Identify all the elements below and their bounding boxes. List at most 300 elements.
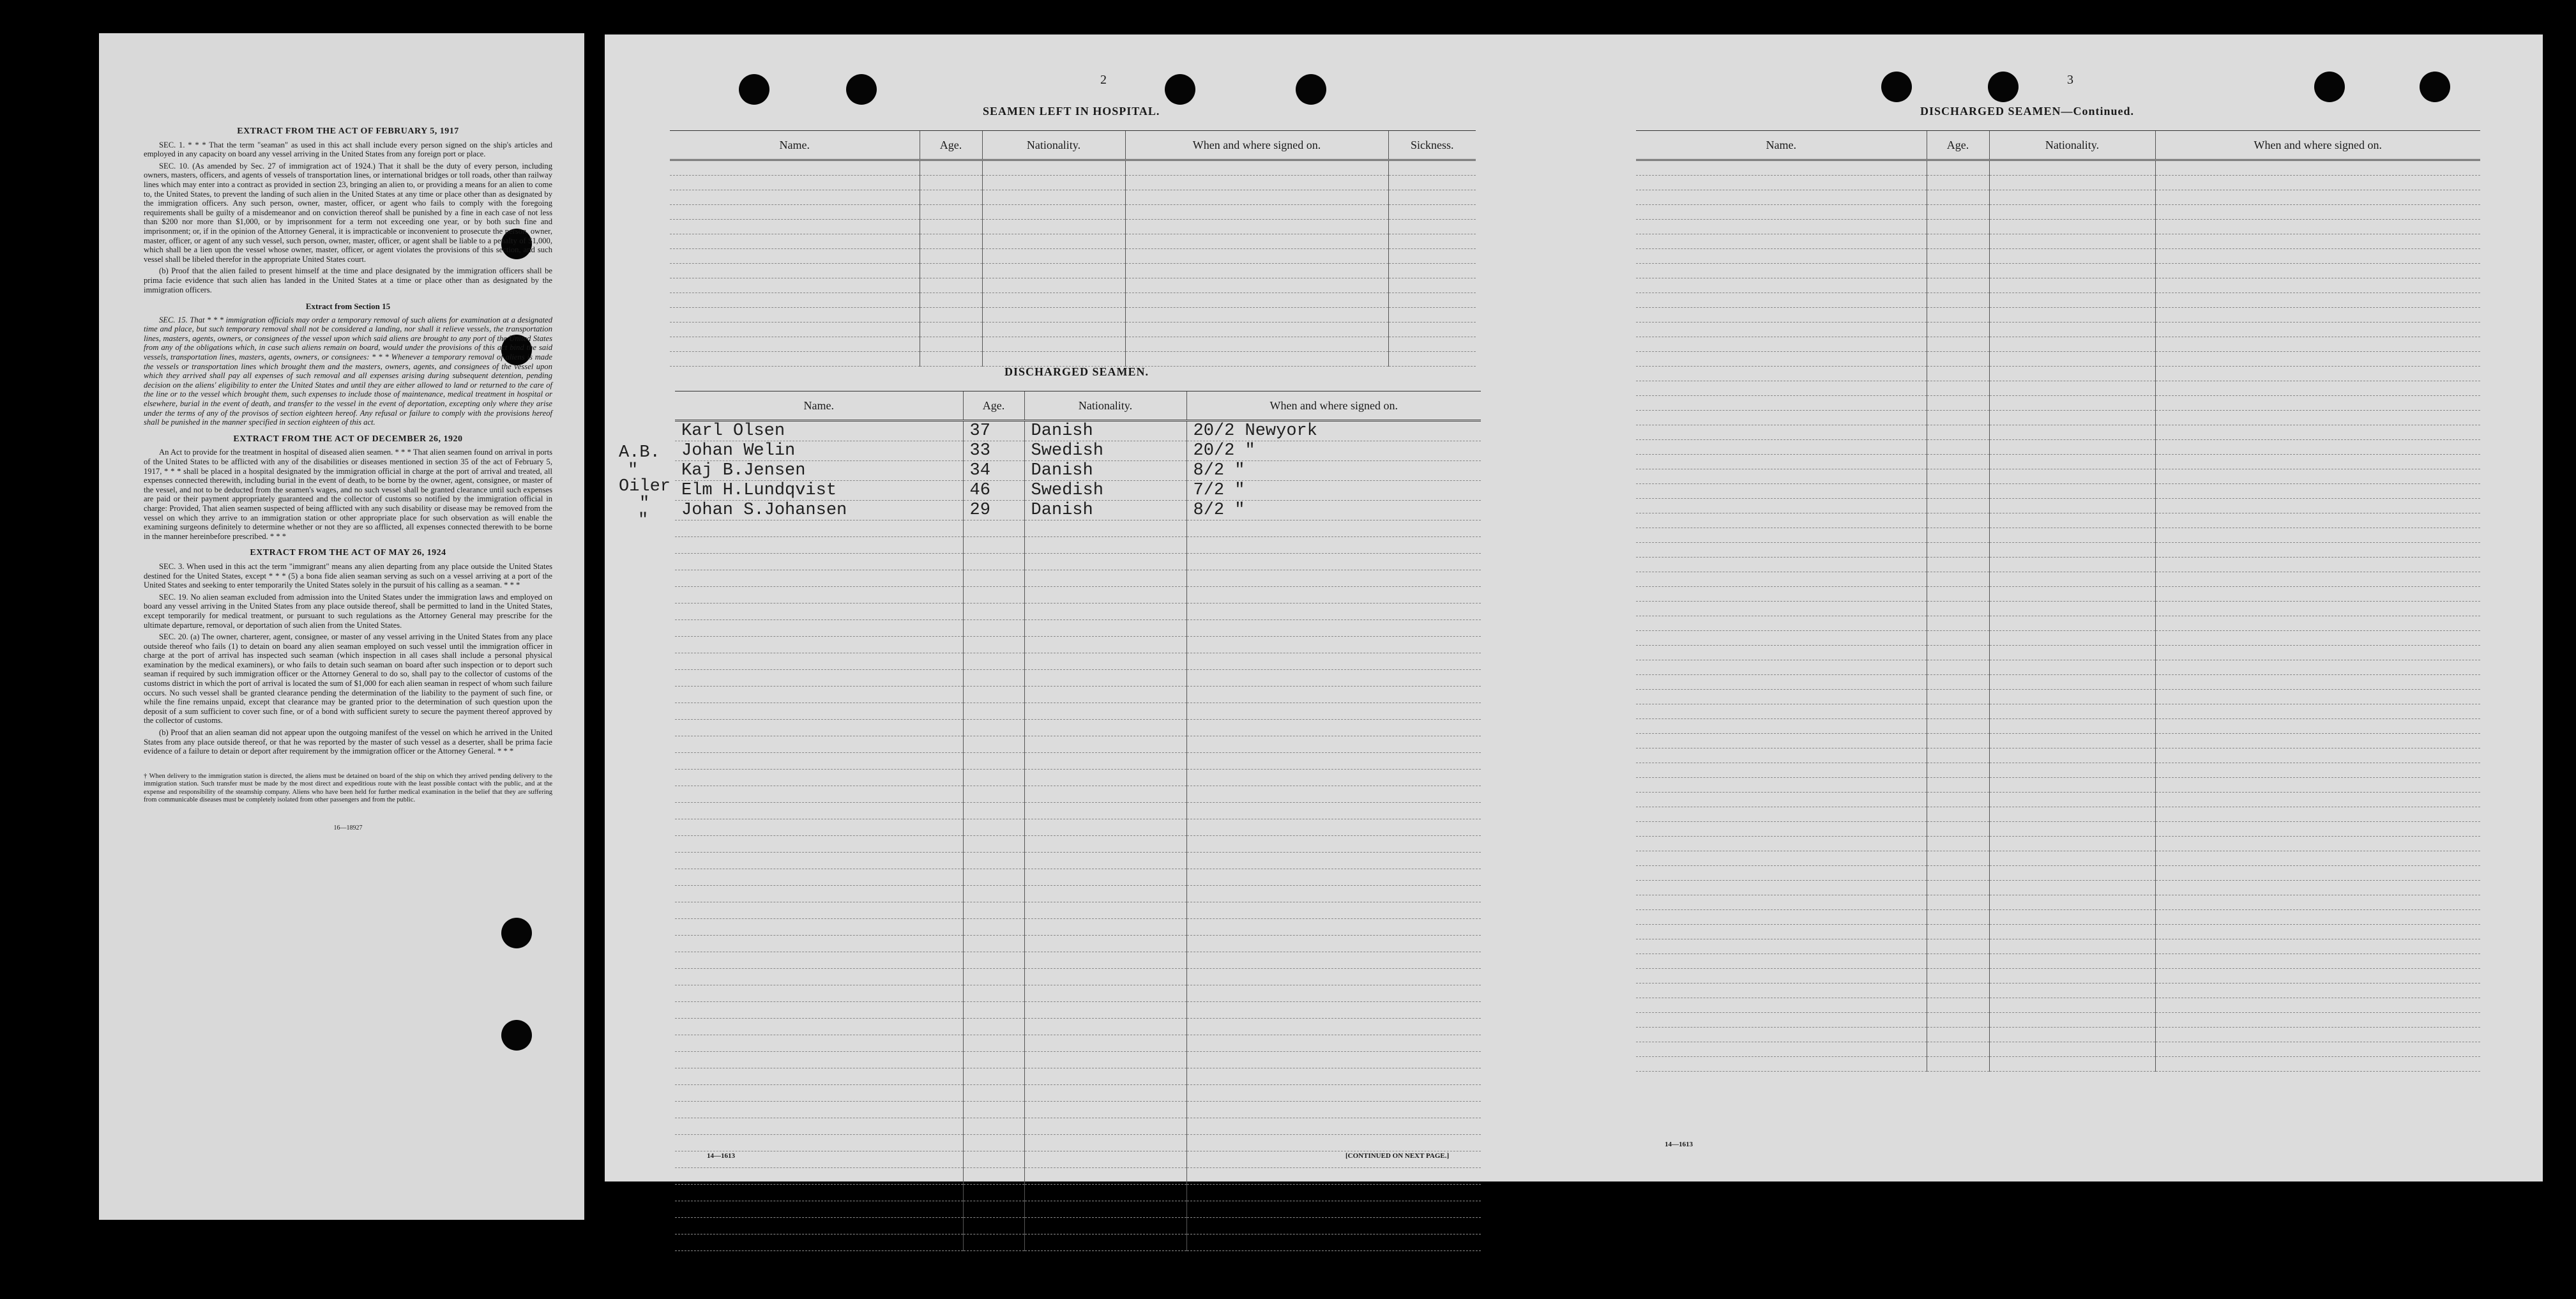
- table-row: [675, 969, 1481, 985]
- empty-cell: [670, 278, 920, 293]
- empty-cell: [1636, 220, 1927, 234]
- empty-cell: [1024, 1002, 1186, 1019]
- table-row: [675, 985, 1481, 1002]
- empty-cell: [1186, 753, 1481, 770]
- empty-cell: [670, 176, 920, 190]
- empty-cell: [1636, 998, 1927, 1013]
- col-age: Age.: [963, 391, 1024, 421]
- heading-act-1920: EXTRACT FROM THE ACT OF DECEMBER 26, 1920: [233, 434, 463, 444]
- empty-cell: [1989, 528, 2155, 543]
- empty-cell: [1636, 954, 1927, 969]
- empty-cell: [675, 770, 963, 786]
- empty-cell: [1186, 836, 1481, 853]
- empty-cell: [1636, 323, 1927, 337]
- table-row: [675, 952, 1481, 969]
- col-nationality: Nationality.: [982, 131, 1125, 160]
- table-row: [1636, 998, 2480, 1013]
- empty-cell: [1024, 1168, 1186, 1185]
- empty-cell: [1636, 602, 1927, 616]
- empty-cell: [1024, 1118, 1186, 1135]
- empty-cell: [2155, 528, 2480, 543]
- empty-cell: [1186, 869, 1481, 886]
- cell-nationality: Danish: [1024, 421, 1186, 441]
- table-row: [1636, 278, 2480, 293]
- empty-cell: [982, 220, 1125, 234]
- empty-cell: [1024, 969, 1186, 985]
- empty-cell: [1989, 1057, 2155, 1072]
- empty-cell: [675, 985, 963, 1002]
- empty-cell: [1989, 763, 2155, 778]
- empty-cell: [2155, 793, 2480, 807]
- empty-cell: [1636, 925, 1927, 939]
- empty-cell: [963, 936, 1024, 952]
- empty-cell: [2155, 646, 2480, 660]
- table-row: [1636, 543, 2480, 558]
- act-extracts: [144, 119, 552, 833]
- empty-cell: [1125, 160, 1388, 176]
- empty-cell: [675, 869, 963, 886]
- empty-cell: [2155, 425, 2480, 440]
- continued-note: [CONTINUED ON NEXT PAGE.]: [1345, 1152, 1450, 1160]
- empty-cell: [1927, 411, 1989, 425]
- table-row: [1636, 249, 2480, 264]
- empty-cell: [1186, 886, 1481, 902]
- table-row: [1636, 308, 2480, 323]
- empty-cell: [1024, 819, 1186, 836]
- table-row: [675, 753, 1481, 770]
- empty-cell: [2155, 1013, 2480, 1028]
- empty-cell: [1989, 866, 2155, 881]
- empty-cell: [1636, 910, 1927, 925]
- empty-cell: [1024, 653, 1186, 670]
- empty-cell: [1927, 602, 1989, 616]
- empty-cell: [1636, 411, 1927, 425]
- empty-cell: [670, 337, 920, 352]
- empty-cell: [1024, 985, 1186, 1002]
- section-15-text: SEC. 15. That * * * immigration officials may order a temporary removal of such aliens for examination at a designated time and place, but such temporary removal shall not be considered a landing, nor shall it relieve vessels, the transportation lines, masters, agents, owners, or consignees of the vessel upon which said aliens are brought to any port of the United States from any of the obligations which, in case such aliens remain on board, would under the provisions of this act bind the said vessels, transportation lines, masters, agents, owners, or consignees: * * * Whenever a temporary removal of aliens is made the vessels or transportation lines which brought them and the masters, owners, agents, and consignees of the vessel upon which they arrived shall pay all expenses of such removal and all expenses arising during subsequent detention, pending decision on the aliens' eligibility to enter the United States and until they are either allowed to land or returned to the care of the line or to the vessel which brought them, such expenses to include those of maintenance, medical treatment in hospital or elsewhere, burial in the event of death, and transfer to the vessel in the event of deportation, excepting only where they arise under the terms of any of the provisos of section eighteen hereof. Any refusal or failure to comply with the provisions hereof shall be punished in the manner specified in section eighteen of this act.: [144, 315, 552, 427]
- empty-cell: [1636, 425, 1927, 440]
- empty-cell: [1186, 620, 1481, 637]
- empty-cell: [1186, 1085, 1481, 1102]
- cell-age: 37: [963, 421, 1024, 441]
- empty-cell: [920, 160, 982, 176]
- empty-cell: [2155, 1057, 2480, 1072]
- empty-cell: [1186, 1201, 1481, 1218]
- empty-cell: [963, 1035, 1024, 1052]
- empty-cell: [1989, 190, 2155, 205]
- empty-cell: [1636, 881, 1927, 895]
- empty-cell: [1989, 851, 2155, 866]
- empty-cell: [670, 249, 920, 264]
- table-row: [675, 554, 1481, 570]
- empty-cell: [1927, 381, 1989, 396]
- empty-cell: [1989, 425, 2155, 440]
- table-row: [675, 670, 1481, 687]
- empty-cell: [675, 1002, 963, 1019]
- empty-cell: [675, 1102, 963, 1118]
- empty-cell: [920, 190, 982, 205]
- empty-cell: [2155, 895, 2480, 910]
- col-sickness: Sickness.: [1388, 131, 1476, 160]
- empty-cell: [670, 160, 920, 176]
- empty-cell: [1024, 703, 1186, 720]
- table-row: [670, 278, 1476, 293]
- table-row: [1636, 205, 2480, 220]
- empty-cell: [2155, 984, 2480, 998]
- empty-cell: [2155, 939, 2480, 954]
- empty-cell: [2155, 220, 2480, 234]
- empty-cell: [1989, 793, 2155, 807]
- footnote: † When delivery to the immigration station is directed, the aliens must be detained on board of the ship on which they arrived pending delivery to the immigration station. Such transfer must be made by the most direct and expeditious route with the least possible contact with the public, and at the expense and responsibility of the steamship company. Aliens who have been held for further medical examination in the belief that they are suffering from communicable diseases must be completely isolated from other passengers and from the public.: [144, 772, 552, 804]
- empty-cell: [1636, 822, 1927, 837]
- empty-cell: [1636, 793, 1927, 807]
- table-row: [1636, 587, 2480, 602]
- empty-cell: [1636, 484, 1927, 499]
- empty-cell: [1636, 866, 1927, 881]
- table-row: [1636, 367, 2480, 381]
- empty-cell: [1927, 646, 1989, 660]
- table-row: [675, 520, 1481, 537]
- empty-cell: [963, 1002, 1024, 1019]
- punch-hole: [1881, 72, 1912, 102]
- punch-hole: [501, 918, 532, 948]
- empty-cell: [2155, 631, 2480, 646]
- print-code: 16—18927: [333, 824, 363, 832]
- empty-cell: [1186, 902, 1481, 919]
- empty-cell: [1989, 396, 2155, 411]
- empty-cell: [963, 720, 1024, 736]
- empty-cell: [2155, 719, 2480, 734]
- empty-cell: [675, 736, 963, 753]
- empty-cell: [963, 604, 1024, 620]
- empty-cell: [1024, 886, 1186, 902]
- empty-cell: [1186, 1185, 1481, 1201]
- empty-cell: [1024, 1102, 1186, 1118]
- empty-cell: [2155, 308, 2480, 323]
- table-row: [675, 819, 1481, 836]
- empty-cell: [1636, 293, 1927, 308]
- table-row: [675, 803, 1481, 819]
- empty-cell: [1989, 249, 2155, 264]
- col-name: Name.: [1636, 131, 1927, 160]
- empty-cell: [1636, 616, 1927, 631]
- cell-nationality: Swedish: [1024, 481, 1186, 501]
- empty-cell: [2155, 455, 2480, 469]
- empty-cell: [982, 205, 1125, 220]
- empty-cell: [1989, 278, 2155, 293]
- empty-cell: [1636, 719, 1927, 734]
- table-row: [1636, 484, 2480, 499]
- table-row: [1636, 969, 2480, 984]
- empty-cell: [1636, 763, 1927, 778]
- empty-cell: [963, 1118, 1024, 1135]
- table-row: [1636, 660, 2480, 675]
- empty-cell: [1186, 853, 1481, 869]
- empty-cell: [920, 337, 982, 352]
- empty-cell: [1186, 653, 1481, 670]
- empty-cell: [2155, 440, 2480, 455]
- table-row: [1636, 734, 2480, 748]
- empty-cell: [1388, 323, 1476, 337]
- empty-cell: [1024, 620, 1186, 637]
- empty-cell: [1989, 440, 2155, 455]
- table-row: [675, 501, 1481, 520]
- section-20b-text: (b) Proof that an alien seaman did not appear upon the outgoing manifest of the vessel on which he arrived in the United States from any place outside thereof, or that he was reported by the master of such vessel as a deserter, shall be prima facie evidence of a failure to detain or deport after requirement by the immigration officer or the Attorney General. * * *: [144, 728, 552, 756]
- empty-cell: [1636, 469, 1927, 484]
- empty-cell: [2155, 734, 2480, 748]
- empty-cell: [1186, 936, 1481, 952]
- table-row: [675, 703, 1481, 720]
- empty-cell: [2155, 807, 2480, 822]
- empty-cell: [1636, 690, 1927, 704]
- empty-cell: [675, 1168, 963, 1185]
- table-row: [1636, 748, 2480, 763]
- empty-cell: [963, 919, 1024, 936]
- empty-cell: [1024, 1135, 1186, 1151]
- empty-cell: [1989, 352, 2155, 367]
- empty-cell: [963, 736, 1024, 753]
- table-row: [1636, 793, 2480, 807]
- empty-cell: [1927, 323, 1989, 337]
- table-row: [1636, 675, 2480, 690]
- table-row: [675, 1002, 1481, 1019]
- empty-cell: [963, 886, 1024, 902]
- empty-cell: [2155, 469, 2480, 484]
- section-1-text: SEC. 1. * * * That the term "seaman" as used in this act shall include every person signed on the ship's articles and employed in any capacity on board any vessel arriving in the United States from any foreign port or place.: [144, 140, 552, 159]
- empty-cell: [1636, 748, 1927, 763]
- empty-cell: [1186, 720, 1481, 736]
- empty-cell: [1927, 572, 1989, 587]
- empty-cell: [963, 819, 1024, 836]
- empty-cell: [1927, 528, 1989, 543]
- empty-cell: [1927, 778, 1989, 793]
- empty-cell: [1388, 234, 1476, 249]
- empty-cell: [1388, 337, 1476, 352]
- empty-cell: [2155, 602, 2480, 616]
- empty-cell: [1989, 499, 2155, 513]
- empty-cell: [1927, 558, 1989, 572]
- empty-cell: [1927, 220, 1989, 234]
- page-number-3: 3: [2067, 73, 2073, 87]
- table-row: [670, 323, 1476, 337]
- empty-cell: [2155, 190, 2480, 205]
- empty-cell: [963, 1218, 1024, 1234]
- empty-cell: [982, 234, 1125, 249]
- section-20a-text: SEC. 20. (a) The owner, charterer, agent, consignee, or master of any vessel arriving in the United States from any place outside thereof who fails (1) to detain on board any alien seaman employed on such vessel until the immigration officer in charge at the port of arrival has inspected such seaman (which inspection in all cases shall include a personal physical examination by the medical examiners), or who fails to detain such seaman on board after such inspection or to deport such seaman if required by such immigration officer or the Attorney General to do so, shall pay to the collector of customs of the customs district in which the port of arrival is located the sum of $1,000 for each alien seaman in respect of whom such failure occurs. No such vessel shall be granted clearance pending the determination of the liability to the payment of such fine, or while the fine remains unpaid, except that clearance may be granted prior to the determination of such question upon the deposit of a sum sufficient to cover such fine, or of a bond with sufficient surety to secure the payment thereof approved by the collector of customs.: [144, 632, 552, 725]
- empty-cell: [675, 653, 963, 670]
- empty-cell: [963, 637, 1024, 653]
- empty-cell: [1636, 234, 1927, 249]
- empty-cell: [1186, 670, 1481, 687]
- punch-hole: [2420, 72, 2450, 102]
- empty-cell: [1989, 220, 2155, 234]
- section-19-text: SEC. 19. No alien seaman excluded from admission into the United States under the immigration laws and employed on board any vessel arriving in the United States from any place outside thereof, shall be permitted to land in the United States, except temporarily for medical treatment, or pursuant to such regulations as the Attorney General may prescribe for the ultimate departure, removal, or deportation of such alien from the United States.: [144, 592, 552, 630]
- empty-cell: [1186, 703, 1481, 720]
- empty-cell: [1989, 543, 2155, 558]
- heading-act-1917: EXTRACT FROM THE ACT OF FEBRUARY 5, 1917: [237, 126, 459, 136]
- empty-cell: [1989, 234, 2155, 249]
- empty-cell: [1125, 205, 1388, 220]
- punch-hole: [1165, 74, 1195, 105]
- empty-cell: [675, 703, 963, 720]
- table-row: [675, 786, 1481, 803]
- empty-cell: [1989, 513, 2155, 528]
- table-row: [675, 1135, 1481, 1151]
- empty-cell: [963, 1068, 1024, 1085]
- empty-cell: [2155, 704, 2480, 719]
- empty-cell: [963, 587, 1024, 604]
- table-row: [1636, 440, 2480, 455]
- empty-cell: [1927, 984, 1989, 998]
- empty-cell: [670, 264, 920, 278]
- empty-cell: [675, 570, 963, 587]
- empty-cell: [1186, 786, 1481, 803]
- empty-cell: [1927, 998, 1989, 1013]
- empty-cell: [675, 1135, 963, 1151]
- empty-cell: [1388, 264, 1476, 278]
- empty-cell: [982, 308, 1125, 323]
- empty-cell: [2155, 763, 2480, 778]
- empty-cell: [1388, 190, 1476, 205]
- empty-cell: [1636, 337, 1927, 352]
- empty-cell: [1989, 367, 2155, 381]
- cell-signed: 8/2 ": [1186, 461, 1481, 481]
- empty-cell: [1927, 190, 1989, 205]
- empty-cell: [1989, 381, 2155, 396]
- empty-cell: [1125, 220, 1388, 234]
- table-row: [1636, 954, 2480, 969]
- empty-cell: [1024, 537, 1186, 554]
- table-row: [675, 1168, 1481, 1185]
- empty-cell: [675, 554, 963, 570]
- empty-cell: [1636, 851, 1927, 866]
- empty-cell: [1636, 807, 1927, 822]
- rank-label: ": [628, 461, 639, 480]
- empty-cell: [1024, 902, 1186, 919]
- empty-cell: [670, 352, 920, 367]
- empty-cell: [1636, 190, 1927, 205]
- empty-cell: [1125, 234, 1388, 249]
- empty-cell: [1636, 587, 1927, 602]
- empty-cell: [920, 220, 982, 234]
- cell-name: Karl Olsen: [675, 421, 963, 441]
- table-row: [1636, 704, 2480, 719]
- empty-cell: [675, 969, 963, 985]
- empty-cell: [1636, 264, 1927, 278]
- empty-cell: [1024, 1052, 1186, 1068]
- empty-cell: [1927, 543, 1989, 558]
- empty-cell: [1388, 205, 1476, 220]
- cell-signed: 20/2 ": [1186, 441, 1481, 461]
- empty-cell: [1388, 352, 1476, 367]
- empty-cell: [963, 853, 1024, 869]
- empty-cell: [1125, 176, 1388, 190]
- empty-cell: [1636, 1042, 1927, 1057]
- empty-cell: [1636, 367, 1927, 381]
- empty-cell: [963, 753, 1024, 770]
- empty-cell: [1989, 822, 2155, 837]
- table-row: [675, 637, 1481, 653]
- empty-cell: [1125, 278, 1388, 293]
- empty-cell: [1927, 822, 1989, 837]
- form-code: 14—1613: [707, 1152, 735, 1160]
- empty-cell: [1636, 455, 1927, 469]
- empty-cell: [2155, 513, 2480, 528]
- empty-cell: [1125, 352, 1388, 367]
- empty-cell: [963, 1185, 1024, 1201]
- empty-cell: [1989, 337, 2155, 352]
- empty-cell: [675, 587, 963, 604]
- empty-cell: [675, 753, 963, 770]
- empty-cell: [1927, 866, 1989, 881]
- empty-cell: [1186, 1068, 1481, 1085]
- table-row: [670, 352, 1476, 367]
- table-row: [1636, 572, 2480, 587]
- empty-cell: [963, 1085, 1024, 1102]
- empty-cell: [1927, 851, 1989, 866]
- empty-cell: [1024, 1068, 1186, 1085]
- empty-cell: [1024, 753, 1186, 770]
- empty-cell: [963, 786, 1024, 803]
- empty-cell: [920, 205, 982, 220]
- empty-cell: [2155, 572, 2480, 587]
- empty-cell: [1186, 570, 1481, 587]
- table-row: [670, 205, 1476, 220]
- empty-cell: [1024, 554, 1186, 570]
- empty-cell: [675, 853, 963, 869]
- empty-cell: [675, 1085, 963, 1102]
- empty-cell: [982, 176, 1125, 190]
- empty-cell: [2155, 910, 2480, 925]
- empty-cell: [1927, 278, 1989, 293]
- empty-cell: [1186, 687, 1481, 703]
- empty-cell: [920, 249, 982, 264]
- empty-cell: [963, 653, 1024, 670]
- empty-cell: [2155, 851, 2480, 866]
- empty-cell: [1927, 484, 1989, 499]
- punch-hole: [1296, 74, 1326, 105]
- empty-cell: [1636, 205, 1927, 220]
- table-row: [1636, 160, 2480, 176]
- table-row: [1636, 381, 2480, 396]
- empty-cell: [2155, 337, 2480, 352]
- table-row: [1636, 851, 2480, 866]
- empty-cell: [1186, 736, 1481, 753]
- empty-cell: [1186, 604, 1481, 620]
- empty-cell: [2155, 264, 2480, 278]
- table-row: [1636, 425, 2480, 440]
- empty-cell: [1024, 687, 1186, 703]
- empty-cell: [1024, 1218, 1186, 1234]
- empty-cell: [1186, 1234, 1481, 1251]
- table-row: [1636, 190, 2480, 205]
- empty-cell: [2155, 778, 2480, 793]
- empty-cell: [1989, 646, 2155, 660]
- table-row: [675, 936, 1481, 952]
- empty-cell: [1989, 895, 2155, 910]
- empty-cell: [1125, 264, 1388, 278]
- empty-cell: [1024, 936, 1186, 952]
- empty-cell: [1927, 1013, 1989, 1028]
- empty-cell: [2155, 616, 2480, 631]
- empty-cell: [1636, 352, 1927, 367]
- empty-cell: [675, 919, 963, 936]
- empty-cell: [1636, 675, 1927, 690]
- empty-cell: [1989, 484, 2155, 499]
- empty-cell: [675, 1234, 963, 1251]
- empty-cell: [1186, 1135, 1481, 1151]
- form-code: 14—1613: [1665, 1141, 1693, 1148]
